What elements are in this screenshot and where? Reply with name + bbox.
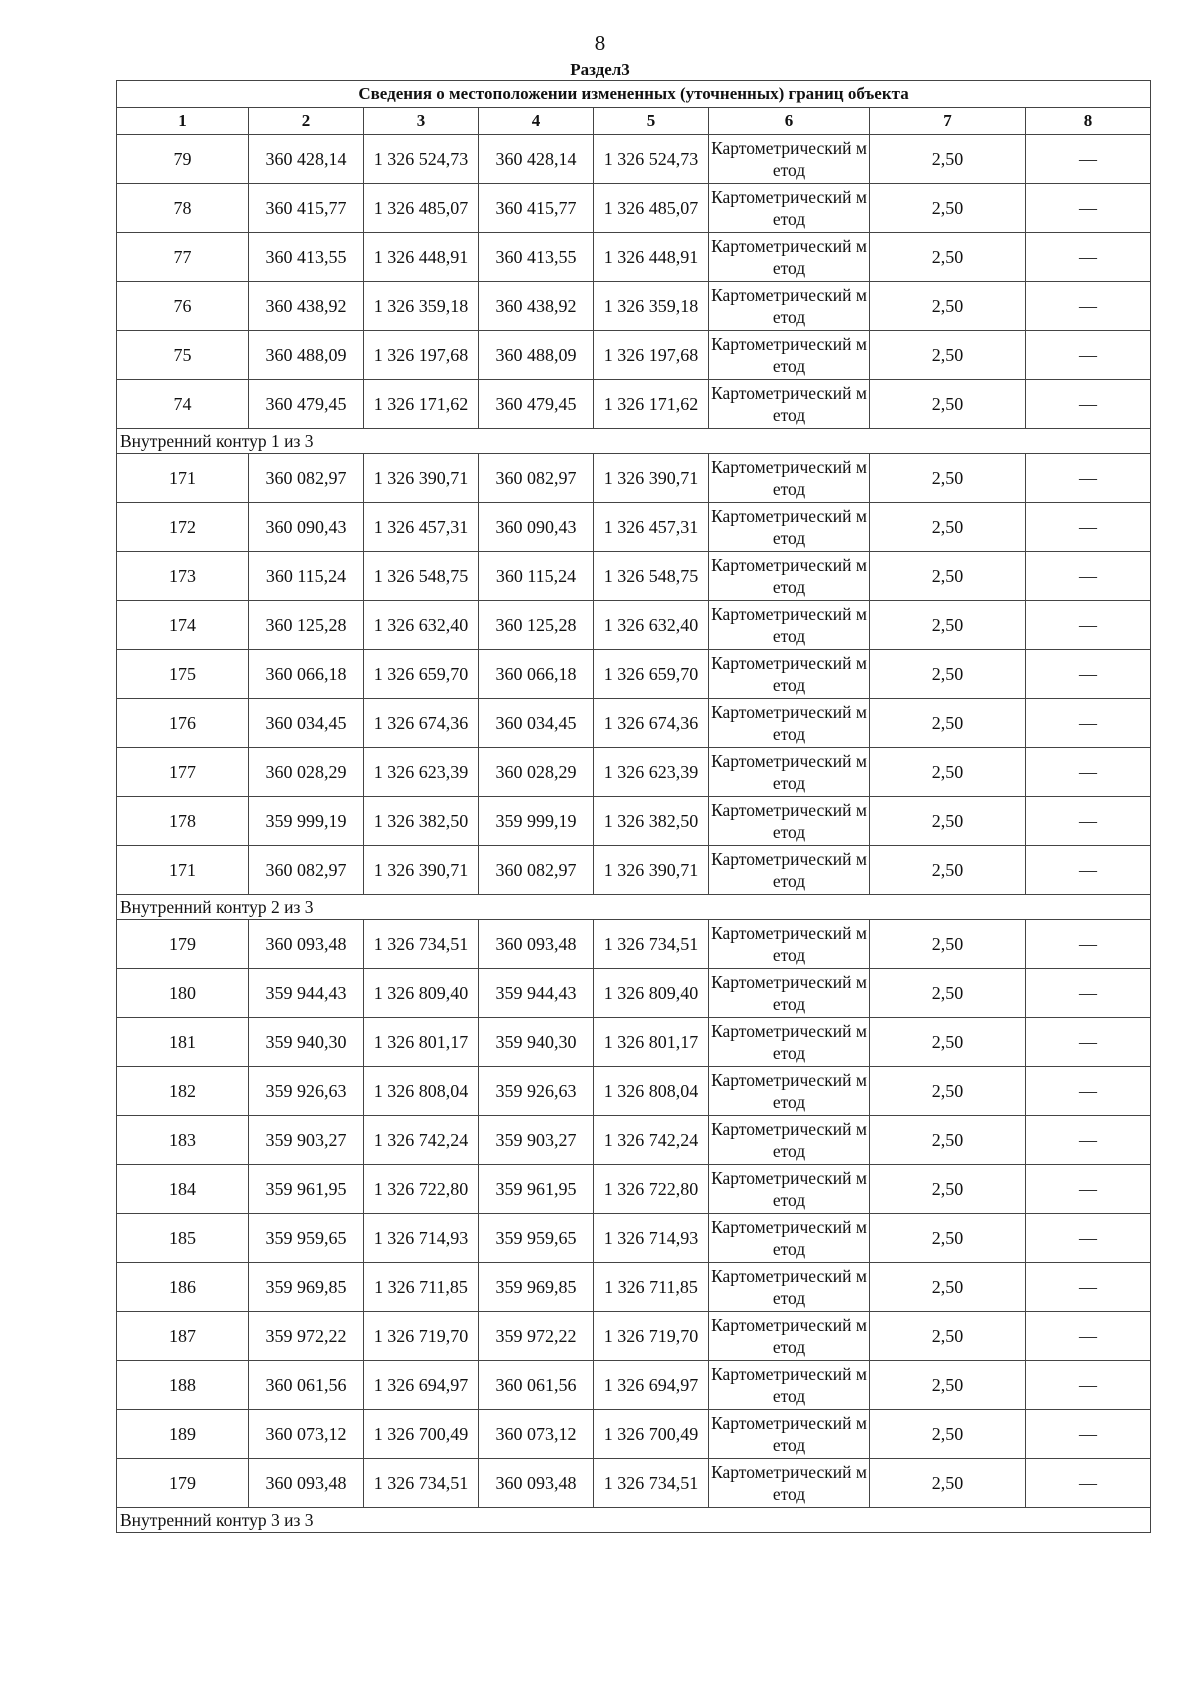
point-number-cell: 172 xyxy=(117,503,249,552)
accuracy-cell: 2,50 xyxy=(870,282,1026,331)
point-number-cell: 75 xyxy=(117,331,249,380)
description-cell: — xyxy=(1026,601,1151,650)
method-cell: Картометрический метод xyxy=(709,1165,870,1214)
x-new-cell: 360 093,48 xyxy=(479,920,594,969)
accuracy-cell: 2,50 xyxy=(870,748,1026,797)
accuracy-cell: 2,50 xyxy=(870,380,1026,429)
description-cell: — xyxy=(1026,184,1151,233)
description-cell: — xyxy=(1026,797,1151,846)
accuracy-cell: 2,50 xyxy=(870,454,1026,503)
y-new-cell: 1 326 659,70 xyxy=(594,650,709,699)
y-existing-cell: 1 326 674,36 xyxy=(364,699,479,748)
table-caption-row xyxy=(117,81,1151,108)
point-number-cell: 180 xyxy=(117,969,249,1018)
accuracy-cell: 2,50 xyxy=(870,1459,1026,1508)
point-number-cell: 181 xyxy=(117,1018,249,1067)
point-number-cell: 175 xyxy=(117,650,249,699)
table-row xyxy=(117,1165,1151,1214)
point-number-cell: 174 xyxy=(117,601,249,650)
description-cell: — xyxy=(1026,233,1151,282)
point-number-cell: 182 xyxy=(117,1067,249,1116)
y-new-cell: 1 326 809,40 xyxy=(594,969,709,1018)
method-cell: Картометрический метод xyxy=(709,650,870,699)
x-new-cell: 360 066,18 xyxy=(479,650,594,699)
table-row xyxy=(117,454,1151,503)
point-number-cell: 76 xyxy=(117,282,249,331)
x-new-cell: 359 944,43 xyxy=(479,969,594,1018)
column-header: 3 xyxy=(364,108,479,135)
x-new-cell: 360 061,56 xyxy=(479,1361,594,1410)
x-existing-cell: 359 972,22 xyxy=(249,1312,364,1361)
x-new-cell: 360 488,09 xyxy=(479,331,594,380)
point-number-cell: 189 xyxy=(117,1410,249,1459)
description-cell: — xyxy=(1026,699,1151,748)
y-existing-cell: 1 326 808,04 xyxy=(364,1067,479,1116)
accuracy-cell: 2,50 xyxy=(870,797,1026,846)
y-existing-cell: 1 326 171,62 xyxy=(364,380,479,429)
accuracy-cell: 2,50 xyxy=(870,503,1026,552)
point-number-cell: 79 xyxy=(117,135,249,184)
method-cell: Картометрический метод xyxy=(709,552,870,601)
x-existing-cell: 360 066,18 xyxy=(249,650,364,699)
x-new-cell: 360 479,45 xyxy=(479,380,594,429)
accuracy-cell: 2,50 xyxy=(870,1263,1026,1312)
y-new-cell: 1 326 382,50 xyxy=(594,797,709,846)
point-number-cell: 184 xyxy=(117,1165,249,1214)
point-number-cell: 173 xyxy=(117,552,249,601)
table-row xyxy=(117,650,1151,699)
column-header: 2 xyxy=(249,108,364,135)
x-new-cell: 359 972,22 xyxy=(479,1312,594,1361)
y-existing-cell: 1 326 390,71 xyxy=(364,454,479,503)
x-new-cell: 360 034,45 xyxy=(479,699,594,748)
accuracy-cell: 2,50 xyxy=(870,920,1026,969)
method-cell: Картометрический метод xyxy=(709,454,870,503)
table-row xyxy=(117,184,1151,233)
point-number-cell: 171 xyxy=(117,454,249,503)
y-new-cell: 1 326 457,31 xyxy=(594,503,709,552)
y-existing-cell: 1 326 700,49 xyxy=(364,1410,479,1459)
accuracy-cell: 2,50 xyxy=(870,699,1026,748)
y-new-cell: 1 326 734,51 xyxy=(594,1459,709,1508)
y-new-cell: 1 326 524,73 xyxy=(594,135,709,184)
x-existing-cell: 360 034,45 xyxy=(249,699,364,748)
method-cell: Картометрический метод xyxy=(709,282,870,331)
point-number-cell: 179 xyxy=(117,1459,249,1508)
y-existing-cell: 1 326 711,85 xyxy=(364,1263,479,1312)
y-existing-cell: 1 326 382,50 xyxy=(364,797,479,846)
accuracy-cell: 2,50 xyxy=(870,552,1026,601)
y-new-cell: 1 326 548,75 xyxy=(594,552,709,601)
y-existing-cell: 1 326 548,75 xyxy=(364,552,479,601)
y-existing-cell: 1 326 742,24 xyxy=(364,1116,479,1165)
x-new-cell: 359 959,65 xyxy=(479,1214,594,1263)
x-new-cell: 359 926,63 xyxy=(479,1067,594,1116)
y-new-cell: 1 326 171,62 xyxy=(594,380,709,429)
x-existing-cell: 360 082,97 xyxy=(249,454,364,503)
table-row xyxy=(117,380,1151,429)
table-row xyxy=(117,1361,1151,1410)
x-new-cell: 360 413,55 xyxy=(479,233,594,282)
x-new-cell: 359 999,19 xyxy=(479,797,594,846)
description-cell: — xyxy=(1026,1410,1151,1459)
y-new-cell: 1 326 448,91 xyxy=(594,233,709,282)
accuracy-cell: 2,50 xyxy=(870,1116,1026,1165)
table-row xyxy=(117,1459,1151,1508)
method-cell: Картометрический метод xyxy=(709,601,870,650)
contour-label: Внутренний контур 2 из 3 xyxy=(117,895,1151,920)
x-new-cell: 359 903,27 xyxy=(479,1116,594,1165)
method-cell: Картометрический метод xyxy=(709,184,870,233)
point-number-cell: 185 xyxy=(117,1214,249,1263)
y-new-cell: 1 326 722,80 xyxy=(594,1165,709,1214)
description-cell: — xyxy=(1026,282,1151,331)
y-existing-cell: 1 326 390,71 xyxy=(364,846,479,895)
x-existing-cell: 360 438,92 xyxy=(249,282,364,331)
x-new-cell: 359 961,95 xyxy=(479,1165,594,1214)
y-new-cell: 1 326 801,17 xyxy=(594,1018,709,1067)
accuracy-cell: 2,50 xyxy=(870,233,1026,282)
y-existing-cell: 1 326 719,70 xyxy=(364,1312,479,1361)
y-existing-cell: 1 326 809,40 xyxy=(364,969,479,1018)
x-new-cell: 360 073,12 xyxy=(479,1410,594,1459)
description-cell: — xyxy=(1026,650,1151,699)
table-row xyxy=(117,1018,1151,1067)
y-new-cell: 1 326 711,85 xyxy=(594,1263,709,1312)
y-existing-cell: 1 326 722,80 xyxy=(364,1165,479,1214)
x-existing-cell: 360 415,77 xyxy=(249,184,364,233)
x-new-cell: 359 969,85 xyxy=(479,1263,594,1312)
table-row xyxy=(117,1312,1151,1361)
column-header: 8 xyxy=(1026,108,1151,135)
contour-heading-row xyxy=(117,1508,1151,1533)
method-cell: Картометрический метод xyxy=(709,846,870,895)
x-existing-cell: 360 428,14 xyxy=(249,135,364,184)
description-cell: — xyxy=(1026,1165,1151,1214)
point-number-cell: 78 xyxy=(117,184,249,233)
y-existing-cell: 1 326 632,40 xyxy=(364,601,479,650)
y-existing-cell: 1 326 359,18 xyxy=(364,282,479,331)
table-row xyxy=(117,1067,1151,1116)
column-header: 4 xyxy=(479,108,594,135)
boundary-coordinates-table xyxy=(116,80,1151,1533)
description-cell: — xyxy=(1026,454,1151,503)
accuracy-cell: 2,50 xyxy=(870,1312,1026,1361)
description-cell: — xyxy=(1026,1459,1151,1508)
y-existing-cell: 1 326 659,70 xyxy=(364,650,479,699)
point-number-cell: 171 xyxy=(117,846,249,895)
table-row xyxy=(117,1214,1151,1263)
x-new-cell: 360 125,28 xyxy=(479,601,594,650)
x-existing-cell: 359 961,95 xyxy=(249,1165,364,1214)
description-cell: — xyxy=(1026,552,1151,601)
method-cell: Картометрический метод xyxy=(709,1312,870,1361)
method-cell: Картометрический метод xyxy=(709,699,870,748)
y-new-cell: 1 326 390,71 xyxy=(594,846,709,895)
description-cell: — xyxy=(1026,1263,1151,1312)
section-title: Раздел3 xyxy=(570,60,630,79)
y-new-cell: 1 326 700,49 xyxy=(594,1410,709,1459)
description-cell: — xyxy=(1026,748,1151,797)
description-cell: — xyxy=(1026,135,1151,184)
point-number-cell: 179 xyxy=(117,920,249,969)
column-header: 7 xyxy=(870,108,1026,135)
table-row xyxy=(117,1116,1151,1165)
x-existing-cell: 360 073,12 xyxy=(249,1410,364,1459)
description-cell: — xyxy=(1026,1067,1151,1116)
column-header: 6 xyxy=(709,108,870,135)
accuracy-cell: 2,50 xyxy=(870,650,1026,699)
description-cell: — xyxy=(1026,1361,1151,1410)
y-new-cell: 1 326 714,93 xyxy=(594,1214,709,1263)
description-cell: — xyxy=(1026,1018,1151,1067)
y-new-cell: 1 326 485,07 xyxy=(594,184,709,233)
table-caption: Сведения о местоположении измененных (уточненных) границ объекта xyxy=(117,81,1151,108)
method-cell: Картометрический метод xyxy=(709,1067,870,1116)
point-number-cell: 176 xyxy=(117,699,249,748)
accuracy-cell: 2,50 xyxy=(870,601,1026,650)
table-row xyxy=(117,797,1151,846)
accuracy-cell: 2,50 xyxy=(870,1067,1026,1116)
description-cell: — xyxy=(1026,920,1151,969)
y-new-cell: 1 326 808,04 xyxy=(594,1067,709,1116)
x-new-cell: 360 093,48 xyxy=(479,1459,594,1508)
accuracy-cell: 2,50 xyxy=(870,331,1026,380)
x-existing-cell: 359 959,65 xyxy=(249,1214,364,1263)
x-existing-cell: 359 940,30 xyxy=(249,1018,364,1067)
accuracy-cell: 2,50 xyxy=(870,1361,1026,1410)
method-cell: Картометрический метод xyxy=(709,920,870,969)
table-row xyxy=(117,552,1151,601)
description-cell: — xyxy=(1026,1312,1151,1361)
method-cell: Картометрический метод xyxy=(709,797,870,846)
y-existing-cell: 1 326 197,68 xyxy=(364,331,479,380)
point-number-cell: 77 xyxy=(117,233,249,282)
x-existing-cell: 360 093,48 xyxy=(249,1459,364,1508)
x-existing-cell: 360 028,29 xyxy=(249,748,364,797)
table-row xyxy=(117,748,1151,797)
x-existing-cell: 360 413,55 xyxy=(249,233,364,282)
method-cell: Картометрический метод xyxy=(709,331,870,380)
x-existing-cell: 360 488,09 xyxy=(249,331,364,380)
y-existing-cell: 1 326 694,97 xyxy=(364,1361,479,1410)
column-header: 1 xyxy=(117,108,249,135)
table-row xyxy=(117,1263,1151,1312)
contour-heading-row xyxy=(117,429,1151,454)
point-number-cell: 186 xyxy=(117,1263,249,1312)
y-new-cell: 1 326 197,68 xyxy=(594,331,709,380)
column-header: 5 xyxy=(594,108,709,135)
y-existing-cell: 1 326 448,91 xyxy=(364,233,479,282)
table-row xyxy=(117,920,1151,969)
page-number: 8 xyxy=(594,31,606,55)
y-new-cell: 1 326 742,24 xyxy=(594,1116,709,1165)
table-row xyxy=(117,846,1151,895)
y-existing-cell: 1 326 714,93 xyxy=(364,1214,479,1263)
method-cell: Картометрический метод xyxy=(709,503,870,552)
x-existing-cell: 359 926,63 xyxy=(249,1067,364,1116)
y-new-cell: 1 326 734,51 xyxy=(594,920,709,969)
method-cell: Картометрический метод xyxy=(709,1361,870,1410)
x-new-cell: 359 940,30 xyxy=(479,1018,594,1067)
y-existing-cell: 1 326 801,17 xyxy=(364,1018,479,1067)
description-cell: — xyxy=(1026,380,1151,429)
point-number-cell: 183 xyxy=(117,1116,249,1165)
point-number-cell: 188 xyxy=(117,1361,249,1410)
x-new-cell: 360 082,97 xyxy=(479,846,594,895)
description-cell: — xyxy=(1026,969,1151,1018)
method-cell: Картометрический метод xyxy=(709,1116,870,1165)
x-existing-cell: 360 061,56 xyxy=(249,1361,364,1410)
table-row xyxy=(117,969,1151,1018)
point-number-cell: 177 xyxy=(117,748,249,797)
method-cell: Картометрический метод xyxy=(709,1214,870,1263)
y-new-cell: 1 326 632,40 xyxy=(594,601,709,650)
table-body xyxy=(117,135,1151,1533)
table-row xyxy=(117,282,1151,331)
contour-label: Внутренний контур 3 из 3 xyxy=(117,1508,1151,1533)
y-existing-cell: 1 326 734,51 xyxy=(364,920,479,969)
x-new-cell: 360 028,29 xyxy=(479,748,594,797)
x-new-cell: 360 090,43 xyxy=(479,503,594,552)
x-existing-cell: 360 093,48 xyxy=(249,920,364,969)
method-cell: Картометрический метод xyxy=(709,1018,870,1067)
x-existing-cell: 360 090,43 xyxy=(249,503,364,552)
y-existing-cell: 1 326 524,73 xyxy=(364,135,479,184)
description-cell: — xyxy=(1026,503,1151,552)
x-existing-cell: 359 969,85 xyxy=(249,1263,364,1312)
table-row xyxy=(117,331,1151,380)
y-existing-cell: 1 326 485,07 xyxy=(364,184,479,233)
x-new-cell: 360 438,92 xyxy=(479,282,594,331)
y-new-cell: 1 326 674,36 xyxy=(594,699,709,748)
x-new-cell: 360 428,14 xyxy=(479,135,594,184)
x-new-cell: 360 082,97 xyxy=(479,454,594,503)
description-cell: — xyxy=(1026,846,1151,895)
point-number-cell: 178 xyxy=(117,797,249,846)
accuracy-cell: 2,50 xyxy=(870,135,1026,184)
y-existing-cell: 1 326 623,39 xyxy=(364,748,479,797)
table-row xyxy=(117,503,1151,552)
y-existing-cell: 1 326 734,51 xyxy=(364,1459,479,1508)
y-existing-cell: 1 326 457,31 xyxy=(364,503,479,552)
x-existing-cell: 359 944,43 xyxy=(249,969,364,1018)
x-existing-cell: 359 999,19 xyxy=(249,797,364,846)
method-cell: Картометрический метод xyxy=(709,380,870,429)
contour-heading-row xyxy=(117,895,1151,920)
method-cell: Картометрический метод xyxy=(709,748,870,797)
method-cell: Картометрический метод xyxy=(709,1263,870,1312)
table-row xyxy=(117,135,1151,184)
accuracy-cell: 2,50 xyxy=(870,1214,1026,1263)
accuracy-cell: 2,50 xyxy=(870,1018,1026,1067)
method-cell: Картометрический метод xyxy=(709,1410,870,1459)
y-new-cell: 1 326 719,70 xyxy=(594,1312,709,1361)
accuracy-cell: 2,50 xyxy=(870,184,1026,233)
x-existing-cell: 360 125,28 xyxy=(249,601,364,650)
contour-label: Внутренний контур 1 из 3 xyxy=(117,429,1151,454)
x-existing-cell: 360 479,45 xyxy=(249,380,364,429)
x-existing-cell: 360 082,97 xyxy=(249,846,364,895)
point-number-cell: 74 xyxy=(117,380,249,429)
accuracy-cell: 2,50 xyxy=(870,1410,1026,1459)
y-new-cell: 1 326 359,18 xyxy=(594,282,709,331)
accuracy-cell: 2,50 xyxy=(870,846,1026,895)
method-cell: Картометрический метод xyxy=(709,1459,870,1508)
x-existing-cell: 359 903,27 xyxy=(249,1116,364,1165)
y-new-cell: 1 326 390,71 xyxy=(594,454,709,503)
description-cell: — xyxy=(1026,1214,1151,1263)
y-new-cell: 1 326 623,39 xyxy=(594,748,709,797)
table-row xyxy=(117,699,1151,748)
accuracy-cell: 2,50 xyxy=(870,969,1026,1018)
description-cell: — xyxy=(1026,331,1151,380)
description-cell: — xyxy=(1026,1116,1151,1165)
method-cell: Картометрический метод xyxy=(709,135,870,184)
x-existing-cell: 360 115,24 xyxy=(249,552,364,601)
table-row xyxy=(117,233,1151,282)
method-cell: Картометрический метод xyxy=(709,233,870,282)
method-cell: Картометрический метод xyxy=(709,969,870,1018)
column-header-row xyxy=(117,108,1151,135)
table-row xyxy=(117,1410,1151,1459)
x-new-cell: 360 115,24 xyxy=(479,552,594,601)
table-row xyxy=(117,601,1151,650)
y-new-cell: 1 326 694,97 xyxy=(594,1361,709,1410)
point-number-cell: 187 xyxy=(117,1312,249,1361)
accuracy-cell: 2,50 xyxy=(870,1165,1026,1214)
x-new-cell: 360 415,77 xyxy=(479,184,594,233)
